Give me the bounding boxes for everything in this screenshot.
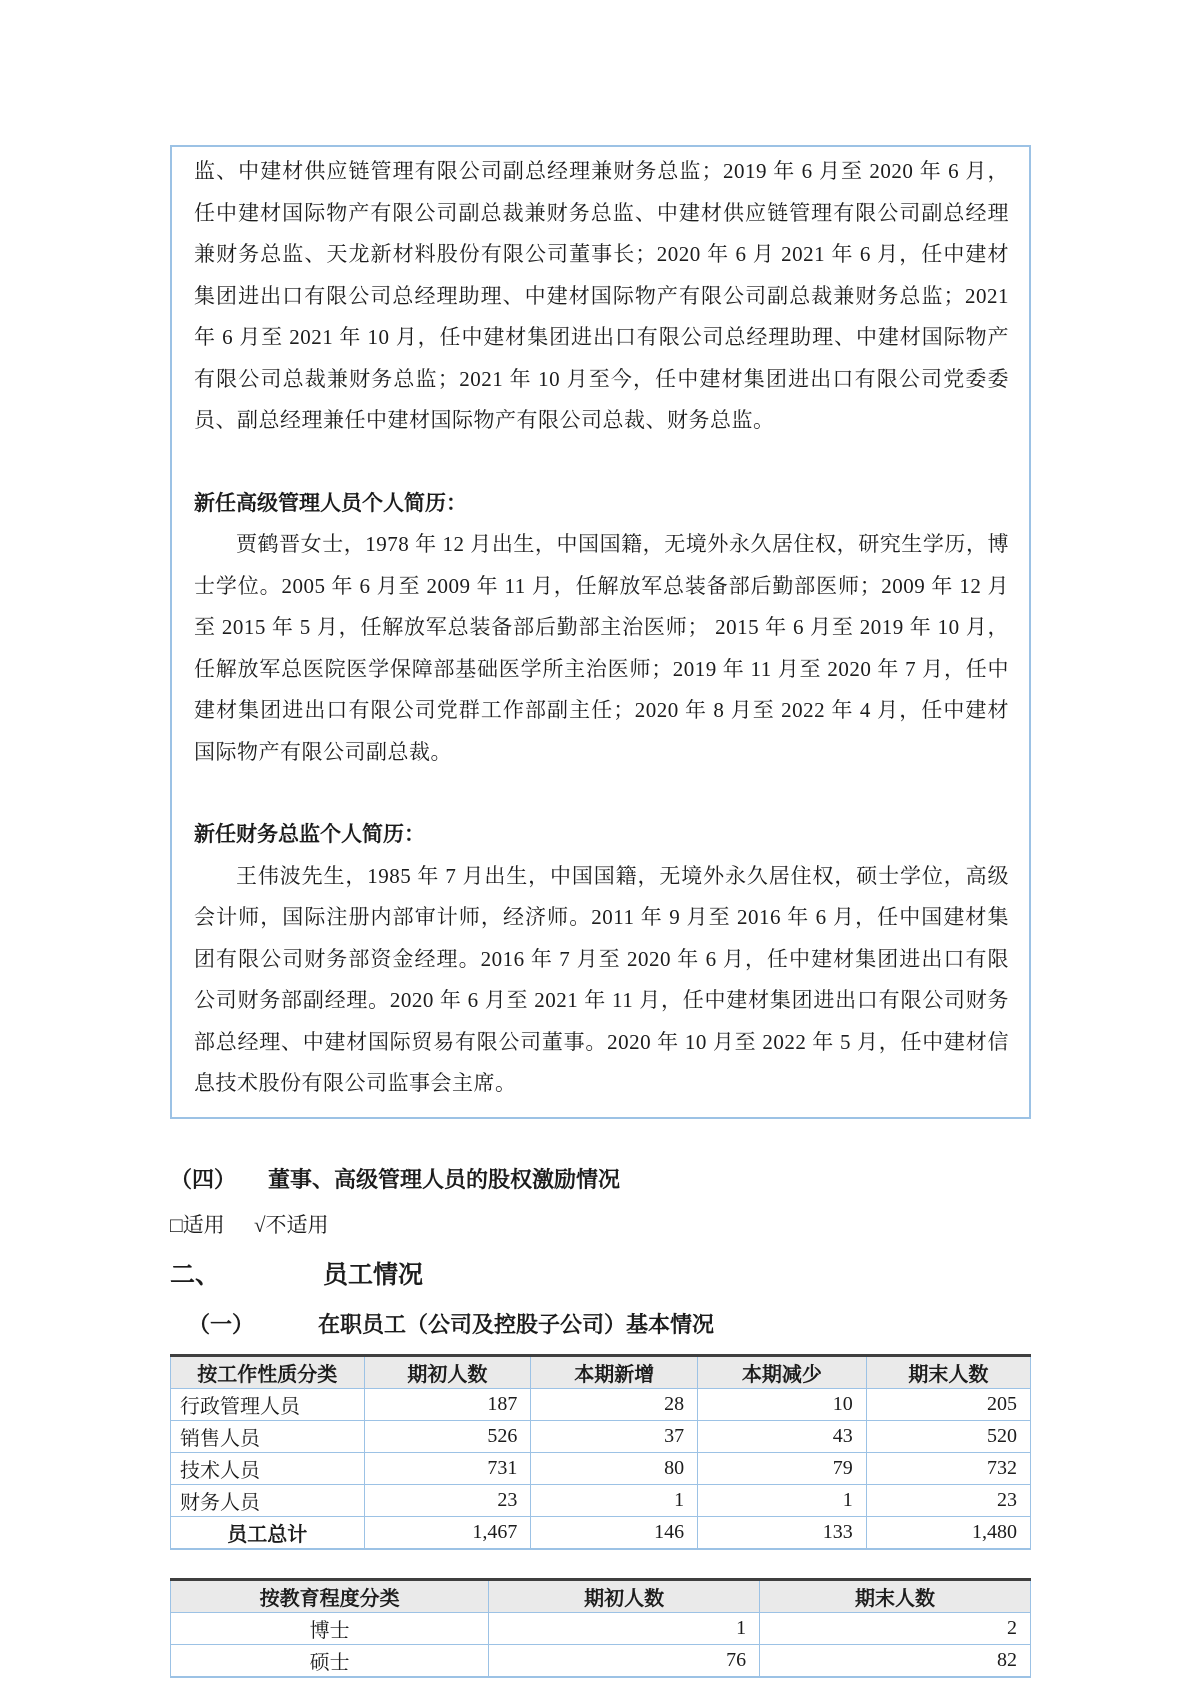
value-cell: 23	[364, 1484, 531, 1516]
value-cell: 23	[866, 1484, 1030, 1516]
category-cell: 技术人员	[171, 1452, 365, 1484]
value-cell: 526	[364, 1420, 531, 1452]
table-row	[171, 1420, 1031, 1452]
column-header: 按教育程度分类	[171, 1579, 489, 1612]
column-header: 本期新增	[531, 1355, 698, 1388]
total-value-cell: 1,467	[364, 1516, 531, 1549]
table-row	[171, 1612, 1031, 1644]
value-cell: 1	[489, 1612, 760, 1644]
section-heading-active-employees	[170, 1310, 1031, 1340]
value-cell: 82	[760, 1644, 1031, 1677]
value-cell: 731	[364, 1452, 531, 1484]
section-title: 董事、高级管理人员的股权激励情况	[268, 1166, 621, 1192]
column-header: 期初人数	[489, 1579, 760, 1612]
category-cell: 行政管理人员	[171, 1388, 365, 1420]
table-header-row	[171, 1355, 1031, 1388]
section-heading-employees	[170, 1259, 1031, 1293]
table-row	[171, 1484, 1031, 1516]
paragraph-cfo-resume: 王伟波先生，1985 年 7 月出生，中国国籍，无境外永久居住权，硕士学位，高级会计师，国际注册内部审计师，经济师。2011 年 9 月至 2016 年 6 月，任中国建材集团有限公司财务部资金经理。2016 年 7 月至 2020 年 6 月，任中建材集团进出口有限公司财务部副经理。2020 年 6 月至 2021 年 11 月，任中建材集团进出口有限公司财务部总经理、中建材国际贸易有限公司董事。2020 年 10 月至 2022 年 5 月，任中建材信息技术股份有限公司监事会主席。	[194, 863, 1009, 1095]
section-number: （四）	[170, 1166, 237, 1192]
section-title: 在职员工（公司及控股子公司）基本情况	[318, 1311, 715, 1337]
heading-new-senior-manager-resume: 新任高级管理人员个人简历：	[194, 490, 467, 515]
value-cell: 520	[866, 1420, 1030, 1452]
applicability-row	[170, 1210, 1031, 1240]
value-cell: 1	[698, 1484, 867, 1516]
column-header: 期初人数	[364, 1355, 531, 1388]
paragraph-senior-manager-resume: 贾鹤晋女士，1978 年 12 月出生，中国国籍，无境外永久居住权，研究生学历，博士学位。2005 年 6 月至 2009 年 11 月，任解放军总装备部后勤部医师；2009 年 12 月至 2015 年 5 月，任解放军总装备部后勤部主治医师； 2015 年 6 月至 2019 年 10 月，任解放军总医院医学保障部基础医学所主治医师；2019 年 11 月至 2020 年 7 月，任中建材集团进出口有限公司党群工作部副主任；2020 年 8 月至 2022 年 4 月，任中建材国际物产有限公司副总裁。	[194, 532, 1009, 764]
table-header-row	[171, 1579, 1031, 1612]
paragraph-career-history-continued: 监、中建材供应链管理有限公司副总经理兼财务总监；2019 年 6 月至 2020 年 6 月，任中建材国际物产有限公司副总裁兼财务总监、中建材供应链管理有限公司副总经理兼财务总监、天龙新材料股份有限公司董事长；2020 年 6 月 2021 年 6 月，任中建材集团进出口有限公司总经理助理、中建材国际物产有限公司副总裁兼财务总监；2021 年 6 月至 2021 年 10 月，任中建材集团进出口有限公司总经理助理、中建材国际物产有限公司总裁兼财务总监；2021 年 10 月至今，任中建材集团进出口有限公司党委委员、副总经理兼任中建材国际物产有限公司总裁、财务总监。	[194, 159, 1009, 432]
value-cell: 76	[489, 1644, 760, 1677]
value-cell: 79	[698, 1452, 867, 1484]
value-cell: 28	[531, 1388, 698, 1420]
table-row	[171, 1644, 1031, 1677]
value-cell: 1	[531, 1484, 698, 1516]
category-cell: 硕士	[171, 1644, 489, 1677]
value-cell: 732	[866, 1452, 1030, 1484]
section-heading-equity-incentive	[170, 1165, 1031, 1195]
employees-by-job-table	[170, 1354, 1031, 1550]
heading-new-cfo-resume: 新任财务总监个人简历：	[194, 822, 425, 846]
category-cell: 销售人员	[171, 1420, 365, 1452]
column-header: 期末人数	[866, 1355, 1030, 1388]
value-cell: 205	[866, 1388, 1030, 1420]
column-header: 本期减少	[698, 1355, 867, 1388]
value-cell: 10	[698, 1388, 867, 1420]
value-cell: 187	[364, 1388, 531, 1420]
total-value-cell: 1,480	[866, 1516, 1030, 1549]
checkmark-not-applicable: √不适用	[253, 1212, 329, 1237]
checkbox-applicable: □适用	[170, 1212, 225, 1237]
section-number: 二、	[170, 1261, 221, 1289]
category-cell: 财务人员	[171, 1484, 365, 1516]
resume-text-box	[170, 145, 1031, 1119]
total-value-cell: 146	[531, 1516, 698, 1549]
table-row	[171, 1388, 1031, 1420]
employees-by-education-table	[170, 1578, 1031, 1678]
section-number: （一）	[188, 1311, 255, 1337]
column-header: 按工作性质分类	[171, 1355, 365, 1388]
category-cell: 博士	[171, 1612, 489, 1644]
value-cell: 43	[698, 1420, 867, 1452]
column-header: 期末人数	[760, 1579, 1031, 1612]
table-row	[171, 1452, 1031, 1484]
table-total-row	[171, 1516, 1031, 1549]
total-value-cell: 133	[698, 1516, 867, 1549]
value-cell: 80	[531, 1452, 698, 1484]
total-label-cell: 员工总计	[171, 1516, 365, 1549]
value-cell: 37	[531, 1420, 698, 1452]
value-cell: 2	[760, 1612, 1031, 1644]
section-title: 员工情况	[323, 1261, 424, 1289]
